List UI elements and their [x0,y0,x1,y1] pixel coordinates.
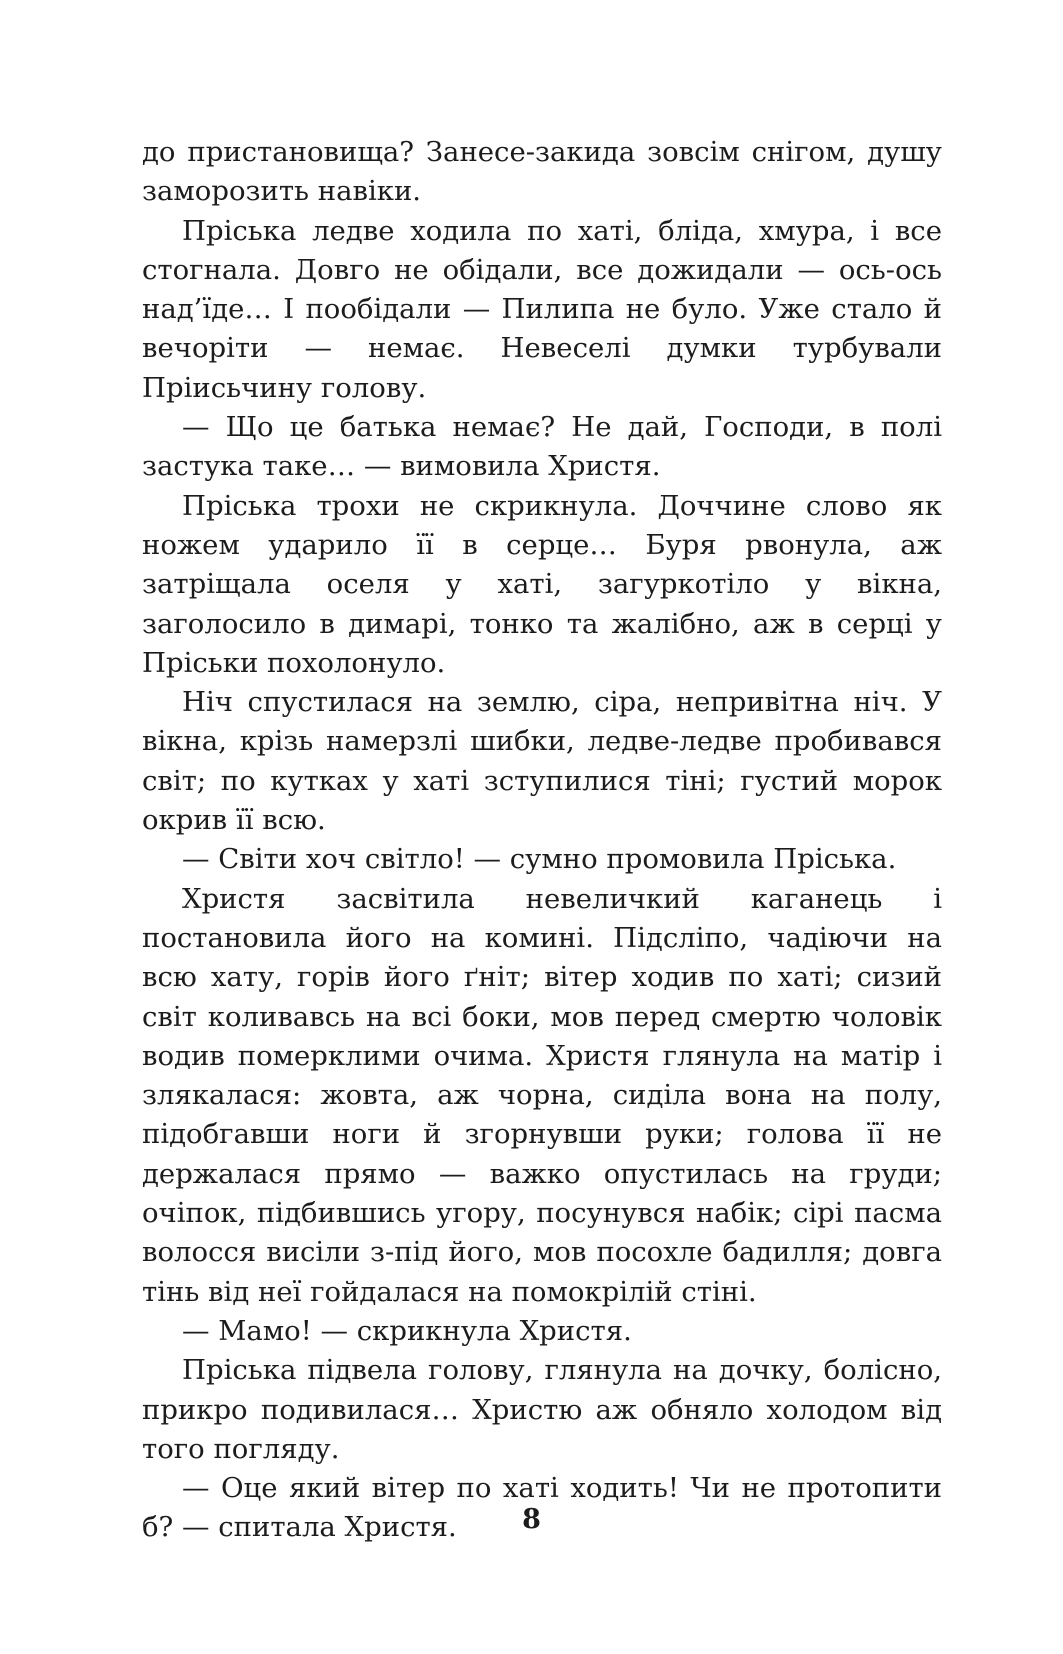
paragraph: Пріська підвела голову, глянула на дочку, болісно, прикро подивилася… Христю аж обняло холодом від того погляду. [142,1354,942,1465]
body-text [142,133,942,1548]
dialogue-line: — Оце який вітер по хаті ходить! Чи не протопити б? — спитала Христя. [142,1472,942,1544]
paragraph: Христя засвітила невеличкий каганець і постановила його на комині. Підсліпо, чадіючи на всю хату, горів його ґніт; вітер ходив по хаті; сизий світ коливавсь на всі боки, мов перед смертю чоловік водив померклими очима. Христя глянула на матір і злякалася: жовта, аж чорна, сиділа вона на полу, підобгавши ноги й згорнувши руки; голова її не держалася прямо — важко опустилась на груди; очіпок, підбившись угору, посунувся набік; сірі пасма волосся висіли з-під його, мов посохле бадилля; довга тінь від неї гойдалася на помокрілій стіні. [142,882,942,1308]
dialogue-line: — Світи хоч світло! — сумно промовила Пріська. [182,843,897,876]
paragraph: до пристановища? Занесе-закида зовсім снігом, душу заморозить навіки. [142,136,942,208]
paragraph: Пріська ледве ходила по хаті, бліда, хмура, і все стогнала. Довго не обідали, все дожидали — ось-ось над’їде… І пообідали — Пилипа не було. Уже стало й вечоріти — немає. Невеселі думки турбували Пріисьчину голову. [142,214,942,404]
paragraph: Ніч спустилася на землю, сіра, непривітна ніч. У вікна, крізь намерзлі шибки, ледве-ледве пробивався світ; по кутках у хаті зступилися тіні; густий морок окрив її всю. [142,686,942,837]
paragraph: Пріська трохи не скрикнула. Доччине слово як ножем ударило її в серце… Буря рвонула, аж затріщала оселя у хаті, загуркотіло у вікна, заголосило в димарі, тонко та жалібно, аж в серці у Пріськи похолонуло. [142,489,942,679]
dialogue-line: — Що це батька немає? Не дай, Господи, в полі застука таке… — вимовила Христя. [142,411,942,483]
dialogue-line: — Мамо! — скрикнула Христя. [182,1314,632,1347]
page-number: 8 [522,1504,541,1535]
